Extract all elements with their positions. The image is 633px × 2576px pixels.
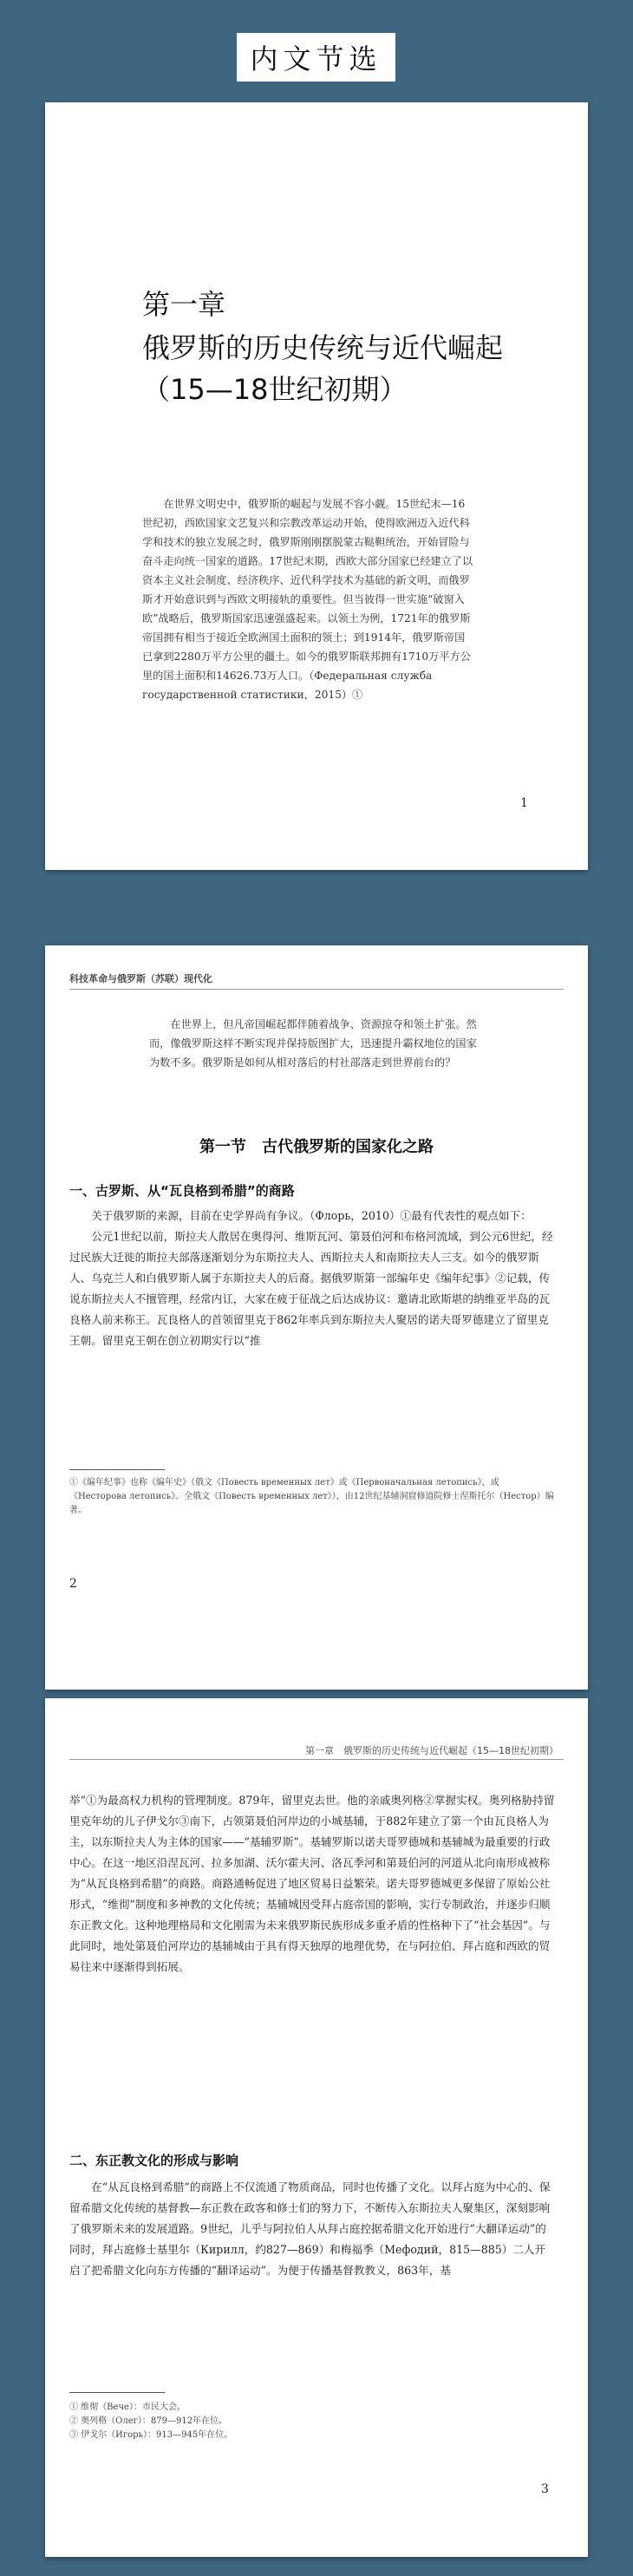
- chapter-label: 第一章: [142, 288, 226, 321]
- body-paragraph: 公元1世纪以前，斯拉夫人散居在奥得河、维斯瓦河、第聂伯河和布格河流域，到公元6世纪，经过民族大迁徙的斯拉夫部落逐渐划分为东斯拉夫人、西斯拉夫人和南斯拉夫人三支。如今的俄罗斯人、乌克兰人和白俄罗斯人属于东斯拉夫人的后裔。据俄罗斯第一部编年史《编年纪事》②记载，传说东斯拉夫人不擅管理，经常内讧，大家在疲于征战之后达成协议：邀请北欧斯堪的纳维亚半岛的瓦良格人前来称王。瓦良格人的首领留里克于862年率兵到东斯拉夫人聚居的诺夫哥罗德建立了留里克王朝。留里克王朝在创立初期实行以“推: [69, 1230, 553, 1347]
- footnotes: [69, 2401, 520, 2442]
- body-paragraph: 在“从瓦良格到希腊”的商路上不仅流通了物质商品，同时也传播了文化。以拜占庭为中心的、保留希腊文化传统的基督教—东正教在政客和修士们的努力下，不断传入东斯拉夫人聚集区，深刻影响了俄罗斯未来的发展道路。9世纪，儿乎与阿拉伯人从拜占庭控据希腊文化开始进行“大翻译运动”的同时，拜占庭修士基里尔（Кирилл，约827—869）和梅福季（Мефодий，815—885）二人开启了把希腊文化向东方传播的“翻译运动”。为便于传播基督教教义，863年，基: [69, 2180, 551, 2277]
- epigraph-paragraph: 在世界上，但凡帝国崛起都伴随着战争、资源掠夺和领土扩张。然而，像俄罗斯这样不断实现并保持版图扩大，迅速提升霸权地位的国家为数不多。俄罗斯是如何从相对落后的村社部落走到世界前台的？: [149, 1018, 477, 1069]
- epigraph-paragraph: 在世界文明史中，俄罗斯的崛起与发展不容小觑。15世纪末—16世纪初，西欧国家文艺复兴和宗教改革运动开始，使得欧洲迈入近代科学和技术的独立发展之时，俄罗斯刚刚摆脱蒙古鞑靼统治，开始冒险与奋斗走向统一国家的道路。17世纪末期，西欧大部分国家已经建立了以资本主义社会制度、经济秩序、近代科学技术为基础的新文明，而俄罗斯才开始意识到与西欧文明接轨的重要性。但当彼得一世实施“破窗入欧”战略后，俄罗斯国家迅速强盛起来。以领土为例，1721年的俄罗斯帝国拥有相当于接近全欧洲国土面积的领土；到1914年，俄罗斯帝国已拿到2280万平方公里的疆土。如今的俄罗斯联邦拥有1710万平方公里的国土面积和14626.73万人口。（Федеральная служба государственной статистики，2015）①: [142, 498, 473, 701]
- subheading: 一、古罗斯、从“瓦良格到希腊”的商路: [69, 1183, 295, 1199]
- body-paragraph: 关于俄罗斯的来源，目前在史学界尚有争议。（Флорь，2010）①最有代表性的观点如下：: [91, 1209, 532, 1222]
- chapter-title: 俄罗斯的历史传统与近代崛起: [142, 331, 504, 364]
- chapter-years: （15—18世纪初期）: [142, 373, 408, 406]
- running-head: 科技革命与俄罗斯（苏联）现代化: [69, 973, 212, 984]
- book-page-1: [45, 102, 588, 870]
- header-rule: [69, 1759, 564, 1760]
- section-title: 第一节 古代俄罗斯的国家化之路: [199, 1138, 434, 1156]
- running-head: 第一章 俄罗斯的历史传统与近代崛起（15—18世纪初期）: [305, 1745, 558, 1756]
- page-number: 2: [69, 1577, 77, 1591]
- header-rule: [69, 989, 564, 990]
- footnotes: [69, 1476, 555, 1518]
- footnote-rule: [69, 2392, 165, 2393]
- page-number: 1: [520, 796, 528, 810]
- body-text: [69, 2177, 555, 2281]
- page-number: 3: [541, 2482, 549, 2496]
- excerpt-title: 内文节选: [237, 33, 395, 82]
- footnote: ① 维彻（Вече）：市民大会。: [69, 2403, 186, 2412]
- book-page-3: [45, 1698, 588, 2557]
- footnote: ①《编年纪事》也称《编年史》（俄文《Повесть временных лет》或《Первоначальная летопись》，或《Несторова летопись》。全俄文《Повесть временных лет》），由12世纪基辅洞窟修道院修士涅斯托尔（Нестор）编著。: [69, 1478, 554, 1515]
- body-text: [69, 1790, 555, 1978]
- footnote-rule: [69, 1469, 165, 1470]
- body-paragraph: 举”①为最高权力机构的管理制度。879年，留里克去世。他的亲戚奥列格②掌握实权。奥列格胁持留里克年幼的儿子伊戈尔③南下，占领第聂伯河岸边的小城基辅，于882年建立了第一个由瓦良格人为主，以东斯拉夫人为主体的国家——“基辅罗斯”。基辅罗斯以诺夫哥罗德城和基辅城为最重要的行政中心。在这一地区沿涅瓦河、拉多加湖、沃尔霍夫河、洛瓦季河和第聂伯河的河道从北向南形成被称为“从瓦良格到希腊”的商路。商路通畅促进了地区贸易日益繁荣。诺夫哥罗德城更多保留了原始公社形式，“维彻”制度和多神教的文化传统；基辅城因受拜占庭帝国的影响，实行专制政治，并逐步归顺东正教文化。这种地理格局和文化刚需为未来俄罗斯民族形成多重矛盾的性格种下了“社会基因”。与此同时，地处第聂伯河岸边的基辅城由于具有得天独厚的地理优势，在与阿拉伯、拜占庭和西欧的贸易往来中逐渐得到拓展。: [69, 1794, 555, 1973]
- section-epigraph: [149, 1015, 482, 1072]
- footnote: ② 奥列格（Олег）：879—912年在位。: [69, 2416, 228, 2426]
- subheading: 二、东正教文化的形成与影响: [69, 2153, 239, 2168]
- chapter-epigraph: [142, 494, 475, 704]
- footnote: ③ 伊戈尔（Игорь）：913—945年在位。: [69, 2430, 233, 2440]
- book-page-2: [45, 945, 588, 1690]
- body-text: [69, 1206, 555, 1351]
